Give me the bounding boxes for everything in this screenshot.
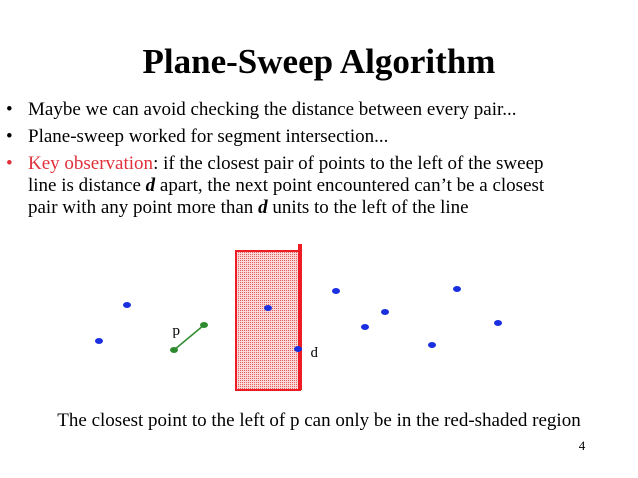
point-p-label: p <box>310 346 318 362</box>
caption: The closest point to the left of p can only be in the red-shaded region <box>57 410 581 431</box>
point <box>494 320 502 326</box>
point <box>381 309 389 315</box>
point <box>428 342 436 348</box>
key-observation-keyword: Key observation <box>28 153 154 174</box>
bullet-text: Plane-sweep worked for segment intersection... <box>28 126 389 147</box>
bullet-text: : if the closest pair of points to the left of the sweep <box>153 153 544 174</box>
slide-title: Plane-Sweep Algorithm <box>142 42 496 81</box>
point <box>264 305 272 311</box>
bullet-text: line is distance <box>28 175 146 196</box>
distance-label: d <box>172 324 180 340</box>
bullet-marker: • <box>6 99 13 120</box>
point <box>95 338 103 344</box>
bullet-text: pair with any point more than <box>28 197 259 218</box>
page-number: 4 <box>578 438 586 453</box>
closest-pair-point <box>170 347 178 353</box>
bullet-marker: • <box>6 153 13 174</box>
bullet-text: units to the left of the line <box>267 197 469 218</box>
variable-d: d <box>145 175 156 196</box>
point-p <box>294 346 302 352</box>
point <box>453 286 461 292</box>
bullet-marker: • <box>6 126 13 147</box>
bullet-text: apart, the next point encountered can’t be a closest <box>155 175 545 196</box>
point <box>361 324 369 330</box>
closest-pair-point <box>200 322 208 328</box>
variable-d: d <box>258 197 268 218</box>
point <box>332 288 340 294</box>
bullet-text: Maybe we can avoid checking the distance between every pair... <box>28 99 517 120</box>
shaded-region <box>236 251 300 390</box>
point <box>123 302 131 308</box>
